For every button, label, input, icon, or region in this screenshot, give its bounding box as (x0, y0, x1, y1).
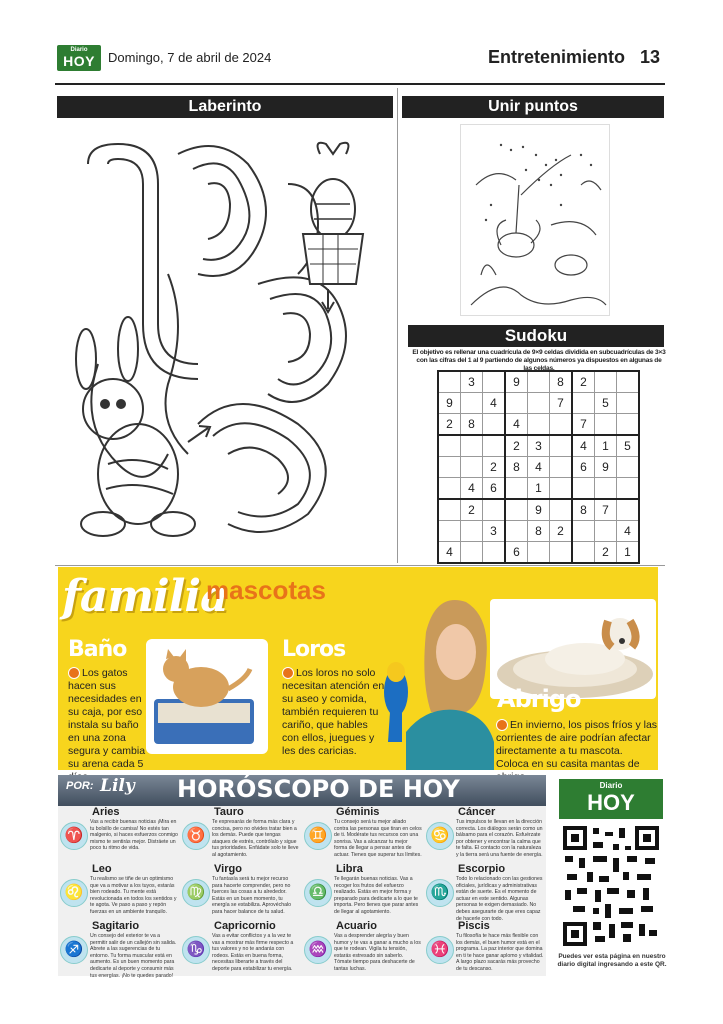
horoscope-sign-text: Tu fantasía será tu mejor recurso para hacerte comprender, pero no fuerces las cosas a tu alrededor. Estás en un buen momento, tu energía se estabiliza. Aprovéchalo para hacer balance de tu salud. (212, 876, 292, 915)
sudoku-cell[interactable] (617, 414, 640, 436)
capricorn-icon: ♑ (182, 936, 210, 964)
qr-code[interactable] (563, 826, 659, 922)
diario-hoy-logo[interactable]: Diario HOY (57, 45, 101, 71)
maze-puzzle[interactable] (58, 124, 396, 558)
sudoku-cell[interactable] (438, 371, 461, 393)
sudoku-cell[interactable]: 4 (528, 457, 550, 478)
virgo-icon: ♍ (182, 879, 210, 907)
sudoku-cell[interactable]: 7 (595, 499, 617, 521)
sudoku-cell[interactable]: 9 (528, 499, 550, 521)
sudoku-cell[interactable] (505, 393, 528, 414)
sudoku-cell[interactable]: 4 (572, 435, 595, 457)
sudoku-row (438, 478, 639, 500)
libra-icon: ♎ (304, 879, 332, 907)
horoscope-sign-name: Géminis (336, 806, 380, 818)
sudoku-cell[interactable]: 9 (438, 393, 461, 414)
page-number: 13 (640, 47, 661, 67)
sudoku-cell[interactable]: 8 (572, 499, 595, 521)
sudoku-cell[interactable] (550, 414, 573, 436)
mascotas-subtitle: mascotas (206, 575, 326, 605)
header-rule (55, 83, 665, 85)
sudoku-row (438, 499, 639, 521)
sudoku-cell[interactable]: 2 (483, 457, 506, 478)
sudoku-cell[interactable] (617, 393, 640, 414)
qr-caption: Puedes ver esta página en nuestro diario digital ingresando a este QR. (557, 953, 667, 968)
sudoku-cell[interactable] (550, 499, 573, 521)
sudoku-row (438, 435, 639, 457)
sudoku-cell[interactable] (550, 457, 573, 478)
sudoku-cell[interactable] (617, 478, 640, 500)
easter-basket (303, 143, 363, 284)
abrigo-heading: Abrigo (497, 685, 581, 713)
horoscope-sign-text: Tu filosofía te hace más flexible con los demás, el buen humor está en el programa. La paz interior que domina en ti te hace ganar aplomo y vitalidad. A largo plazo sacarás más provecho de tu descanso. (456, 933, 544, 972)
sudoku-cell[interactable]: 9 (505, 371, 528, 393)
sudoku-cell[interactable] (461, 393, 483, 414)
sudoku-cell[interactable]: 3 (483, 521, 506, 542)
sudoku-cell[interactable]: 2 (461, 499, 483, 521)
sudoku-cell[interactable] (461, 521, 483, 542)
sudoku-cell[interactable]: 4 (483, 393, 506, 414)
horoscope-sign (302, 863, 422, 919)
sudoku-cell[interactable]: 7 (572, 414, 595, 436)
maze-drawing (58, 124, 396, 558)
sudoku-cell[interactable] (483, 435, 506, 457)
sudoku-cell[interactable] (461, 457, 483, 478)
horoscope-sign (180, 920, 300, 976)
horoscope-by-label: POR: (66, 780, 94, 792)
aquarius-icon: ♒ (304, 936, 332, 964)
sudoku-cell[interactable] (528, 371, 550, 393)
section-divider (55, 565, 665, 566)
horoscope-sign (302, 806, 422, 862)
sudoku-title: Sudoku (408, 325, 664, 347)
sudoku-cell[interactable] (483, 499, 506, 521)
sudoku-cell[interactable] (505, 499, 528, 521)
sudoku-cell[interactable] (617, 457, 640, 478)
sudoku-cell[interactable]: 4 (461, 478, 483, 500)
woman-parrot-photo (376, 592, 496, 770)
sagittarius-icon: ♐ (60, 936, 88, 964)
sudoku-cell[interactable]: 1 (617, 542, 640, 564)
taurus-icon: ♉ (182, 822, 210, 850)
horoscope-sign-text: Te llegarán buenas noticias. Vas a recoger los frutos del esfuerzo realizado. Estás en mejor forma y preparado para dedicarte a lo que te importa. Pero tienes que parar antes de llegar al agotamiento. (334, 876, 419, 915)
horoscope-sign-name: Piscis (458, 920, 490, 932)
sudoku-cell[interactable]: 2 (595, 542, 617, 564)
sudoku-cell[interactable]: 2 (550, 521, 573, 542)
sudoku-cell[interactable]: 6 (483, 478, 506, 500)
scorpio-icon: ♏ (426, 879, 454, 907)
sudoku-cell[interactable] (617, 499, 640, 521)
horoscope-sign-text: Un consejo del exterior te va a permitir salir de un callejón sin salida. Abrete a las sugerencias de tu entorno. Tu forma muscular está en aumento. Es un buen momento para dedicarte al deporte y consumir más tus energías. ¡No te quedes parado! (90, 933, 177, 979)
horoscope-sign-text: Vas a desprender alegría y buen humor y te vas a ganar a mucho a los que te rodean. Vigila tu tensión, estarás estresado sin saberlo. Tómate tiempo para deshacerte de tantas luchas. (334, 933, 421, 972)
sudoku-cell[interactable] (595, 521, 617, 542)
gemini-icon: ♊ (304, 822, 332, 850)
sudoku-cell[interactable] (595, 414, 617, 436)
horoscope-sign-name: Escorpio (458, 863, 506, 875)
horoscope-sign-text: Tu realismo se tiñe de un optimismo que va a motivar a los tuyos, estarás bien rodeado. Tu mente está revolucionada en todos los sentidos y te agota. Ve paso a paso y repón fuerzas en un ambiente tranquilo. (90, 876, 177, 915)
sudoku-cell[interactable] (483, 371, 506, 393)
horoscope-sign-name: Aries (92, 806, 120, 818)
sudoku-cell[interactable]: 2 (572, 371, 595, 393)
pisces-icon: ♓ (426, 936, 454, 964)
sudoku-cell[interactable] (528, 393, 550, 414)
cat-litter-photo (146, 639, 268, 754)
sudoku-cell[interactable]: 4 (505, 414, 528, 436)
dog-bed-photo (490, 599, 656, 699)
sudoku-cell[interactable]: 2 (505, 435, 528, 457)
sudoku-cell[interactable]: 6 (505, 542, 528, 564)
horoscope-sign (302, 920, 422, 976)
sudoku-cell[interactable] (550, 478, 573, 500)
bano-text: Los gatos hacen sus necesidades en su caja, por eso instala su baño en una zona segura y cambia su arena cada 5 (68, 667, 146, 770)
sudoku-cell[interactable] (483, 542, 506, 564)
sudoku-cell[interactable]: 7 (550, 393, 573, 414)
horoscope-sign-text: Todo lo relacionado con las gestiones oficiales, jurídicas y administrativas están de suerte. Es el momento de actuar en este sentido. Algunas personas te exigen demasiado. No debes asegurarte de que eres capaz de hacerle con todo. (456, 876, 543, 922)
horoscope-sign-name: Acuario (336, 920, 377, 932)
sudoku-cell[interactable] (572, 542, 595, 564)
sudoku-row (438, 457, 639, 478)
sudoku-cell[interactable] (461, 542, 483, 564)
sudoku-cell[interactable] (461, 435, 483, 457)
cancer-icon: ♋ (426, 822, 454, 850)
sudoku-cell[interactable]: 8 (461, 414, 483, 436)
horoscope-sign-text: Vas a evitar conflictos y a la vez te vas a mostrar más firme respecto a tus valores y no te andarás con rodeos. Estás en buena forma, necesitas liberarte a través del deporte para estabilizar tu energía. (212, 933, 294, 972)
dots-drawing (461, 125, 609, 315)
horoscope-sign-name: Virgo (214, 863, 242, 875)
sudoku-cell[interactable] (572, 478, 595, 500)
sudoku-cell[interactable] (505, 521, 528, 542)
column-divider (397, 88, 398, 563)
sudoku-cell[interactable] (617, 371, 640, 393)
familia-mascotas-panel (58, 567, 658, 770)
sudoku-cell[interactable] (550, 435, 573, 457)
horoscope-sign-text: Tu consejo será tu mejor aliado contra las personas que tiran en celos de ti. Modérate tus recursos con una sonrisa. Vas a alcanzar tu mejor forma de llegar a pensar antes de actuar. Tienes que superar tus límites. (334, 819, 422, 858)
horoscope-sign (58, 920, 178, 979)
horoscope-sign (180, 806, 300, 862)
horoscope-sign-name: Capricornio (214, 920, 276, 932)
sudoku-cell[interactable] (438, 435, 461, 457)
sudoku-cell[interactable]: 3 (461, 371, 483, 393)
horoscope-sign-text: Tus impulsos te llevan en la dirección correcta. Los diálogos serán como un bálsamo para el corazón. Esfuérzate por obtener y encontrar la calma que te falta. El contacto con la naturaleza y la tierra será una fuente de energía. (456, 819, 543, 858)
sudoku-instructions: El objetivo es rellenar una cuadrícula de 9×9 celdas dividida en subcuadrículas de 3×3 con las cifras del 1 al 9 partiendo de algunos números ya dispuestos en algunas de las celdas. (412, 349, 666, 372)
horoscope-sign (424, 920, 544, 976)
horoscope-sign (58, 863, 178, 919)
horoscope-sign-text: Vas a recibir buenas noticias ¡Mira en tu bolsillo de camisa! No estés tan malgenio, si haces esfuerzos conmigo mismo te sentirás mejor. Distráete un poco tu ritmo de vida. (90, 819, 178, 852)
loros-text: Los loros no solo necesitan atención en su aseo y comida, también requieren tu cariño, que hables con ellos, juegues y les des caricias. (282, 667, 385, 757)
sudoku-row (438, 542, 639, 564)
sudoku-cell[interactable]: 8 (505, 457, 528, 478)
qr-code-graphic (563, 826, 659, 946)
sudoku-cell[interactable] (595, 371, 617, 393)
dots-title: Unir puntos (402, 96, 664, 118)
sudoku-cell[interactable]: 6 (572, 457, 595, 478)
paw-icon (496, 719, 508, 731)
horoscope-grid (58, 806, 546, 979)
horoscope-sign-name: Sagitario (92, 920, 140, 932)
diario-hoy-qr-logo[interactable]: Diario HOY (559, 779, 663, 819)
horoscope-sign-name: Cáncer (458, 806, 496, 818)
sudoku-cell[interactable]: 1 (528, 478, 550, 500)
horoscope-title: HORÓSCOPO DE HOY (177, 775, 460, 803)
sudoku-cell[interactable]: 8 (528, 521, 550, 542)
page-date: Domingo, 7 de abril de 2024 (108, 50, 272, 65)
maze-title: Laberinto (57, 96, 393, 118)
sudoku-cell[interactable]: 5 (595, 393, 617, 414)
abrigo-text: En invierno, los pisos fríos y las corrientes de aire podrían afectar directamente a tu mascota. Coloca en su casita mantas de (496, 719, 658, 770)
horoscope-sign-name: Libra (336, 863, 363, 875)
paw-icon (68, 667, 80, 679)
familia-title: familia (62, 571, 228, 622)
sudoku-cell[interactable] (528, 414, 550, 436)
sudoku-grid[interactable] (437, 370, 640, 564)
horoscope-sign-text: Te expresarás de forma más clara y concisa, pero no olvides tratar bien a los demás. Puede que tengas ataques de estrés, contrólalo y sigue tus prioridades. Enfádate solo te lleve al agotamiento. (212, 819, 299, 858)
sudoku-cell[interactable]: 4 (438, 542, 461, 564)
horoscope-sign-name: Leo (92, 863, 112, 875)
sudoku-row (438, 414, 639, 436)
sudoku-cell[interactable] (595, 478, 617, 500)
sudoku-cell[interactable] (438, 499, 461, 521)
woman-illustration (376, 592, 496, 770)
aries-icon: ♈ (60, 822, 88, 850)
sudoku-cell[interactable]: 1 (595, 435, 617, 457)
sudoku-cell[interactable]: 2 (438, 414, 461, 436)
sudoku-cell[interactable] (438, 521, 461, 542)
dog-illustration (490, 599, 656, 699)
sudoku-cell[interactable]: 9 (595, 457, 617, 478)
paw-icon (282, 667, 294, 679)
horoscope-sign (424, 863, 544, 922)
cat-illustration (146, 639, 268, 754)
sudoku-cell[interactable] (505, 478, 528, 500)
sudoku-row (438, 371, 639, 393)
sudoku-cell[interactable] (550, 542, 573, 564)
horoscope-sign-name: Tauro (214, 806, 244, 818)
sudoku-cell[interactable] (438, 457, 461, 478)
bano-heading: Baño (68, 637, 127, 662)
sudoku-cell[interactable]: 5 (617, 435, 640, 457)
sudoku-cell[interactable] (438, 478, 461, 500)
sudoku-cell[interactable]: 3 (528, 435, 550, 457)
horoscope-sign (180, 863, 300, 919)
sudoku-row (438, 521, 639, 542)
horoscope-author: Lily (100, 776, 135, 796)
horoscope-sign (424, 806, 544, 862)
sudoku-cell[interactable] (572, 393, 595, 414)
sudoku-cell[interactable]: 4 (617, 521, 640, 542)
horoscope-sign (58, 806, 178, 862)
sudoku-cell[interactable] (483, 414, 506, 436)
sudoku-cell[interactable] (572, 521, 595, 542)
sudoku-cell[interactable] (528, 542, 550, 564)
sudoku-cell[interactable]: 8 (550, 371, 573, 393)
leo-icon: ♌ (60, 879, 88, 907)
dots-puzzle[interactable] (460, 124, 610, 316)
section-title: Entretenimiento (488, 47, 626, 67)
loros-heading: Loros (282, 637, 346, 662)
sudoku-row (438, 393, 639, 414)
